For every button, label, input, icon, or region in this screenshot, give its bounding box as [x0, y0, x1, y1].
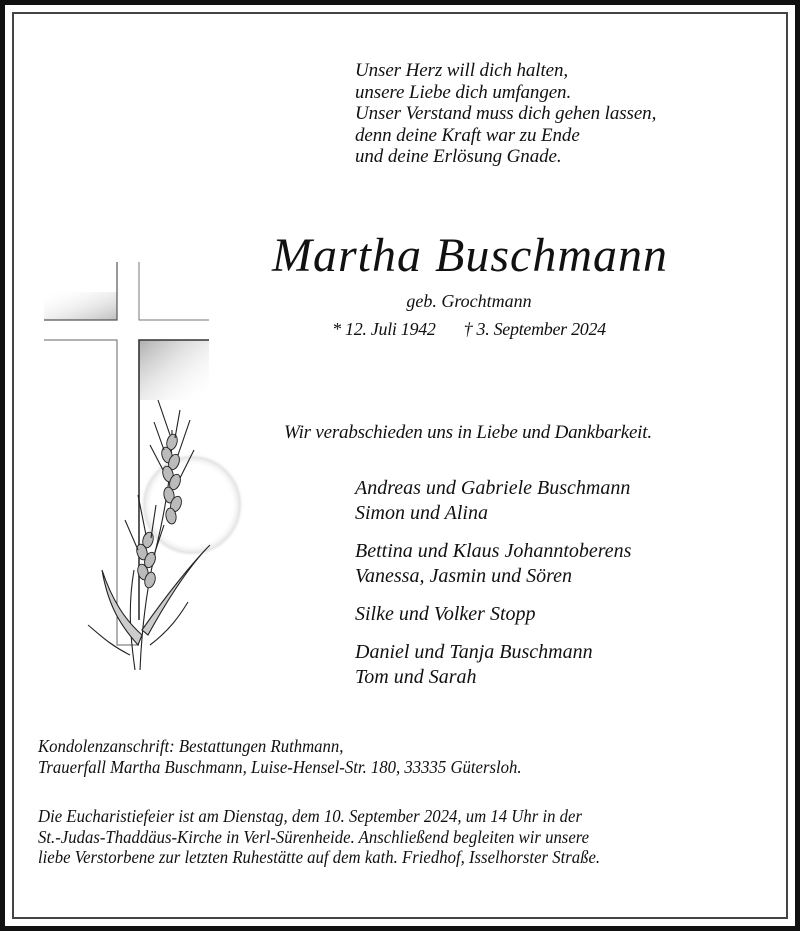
service-line: liebe Verstorbene zur letzten Ruhestätte auf dem kath. Friedhof, Isselhorster Straße. [38, 847, 601, 867]
condolence-line: Trauerfall Martha Buschmann, Luise-Hensel-Str. 180, 33335 Gütersloh. [38, 756, 522, 777]
poem [355, 60, 656, 168]
service-info [38, 806, 600, 868]
poem-line: Unser Herz will dich halten, [355, 60, 569, 81]
poem-line: und deine Erlösung Gnade. [355, 146, 562, 167]
deceased-name: Martha Buschmann [272, 229, 668, 282]
mourner-group [355, 602, 631, 627]
mourner-line: Simon und Alina [355, 502, 488, 524]
cross-with-wheat-icon [30, 250, 260, 680]
service-line: St.-Judas-Thaddäus-Kirche in Verl-Sürenheide. Anschließend begleiten wir unsere [38, 826, 590, 847]
birth-name: geb. Grochtmann [406, 291, 532, 311]
service-line: Die Eucharistiefeier ist am Dienstag, dem 10. September 2024, um 14 Uhr in der [38, 806, 582, 826]
condolence-line: Kondolenzanschrift: Bestattungen Ruthmann, [38, 736, 344, 756]
mourner-line: Daniel und Tanja Buschmann [355, 641, 593, 663]
death-date: † 3. September 2024 [463, 319, 606, 339]
mourner-group [355, 476, 631, 526]
mourner-line: Silke und Volker Stopp [355, 603, 536, 625]
poem-line: Unser Verstand muss dich gehen lassen, [355, 103, 657, 124]
poem-line: unsere Liebe dich umfangen. [355, 81, 572, 103]
birth-date: * 12. Juli 1942 [332, 319, 436, 339]
farewell-text: Wir verabschieden uns in Liebe und Dankbarkeit. [284, 422, 652, 443]
poem-line: denn deine Kraft war zu Ende [355, 124, 580, 146]
mourner-line: Bettina und Klaus Johanntoberens [355, 540, 632, 562]
mourner-line: Vanessa, Jasmin und Sören [355, 565, 573, 587]
mourner-group [355, 539, 631, 589]
mourner-line: Andreas und Gabriele Buschmann [355, 477, 631, 499]
mourner-line: Tom und Sarah [355, 666, 477, 688]
mourner-group [355, 640, 631, 690]
condolence-address [38, 736, 522, 777]
life-dates [0, 318, 800, 340]
mourners-list [355, 476, 631, 703]
